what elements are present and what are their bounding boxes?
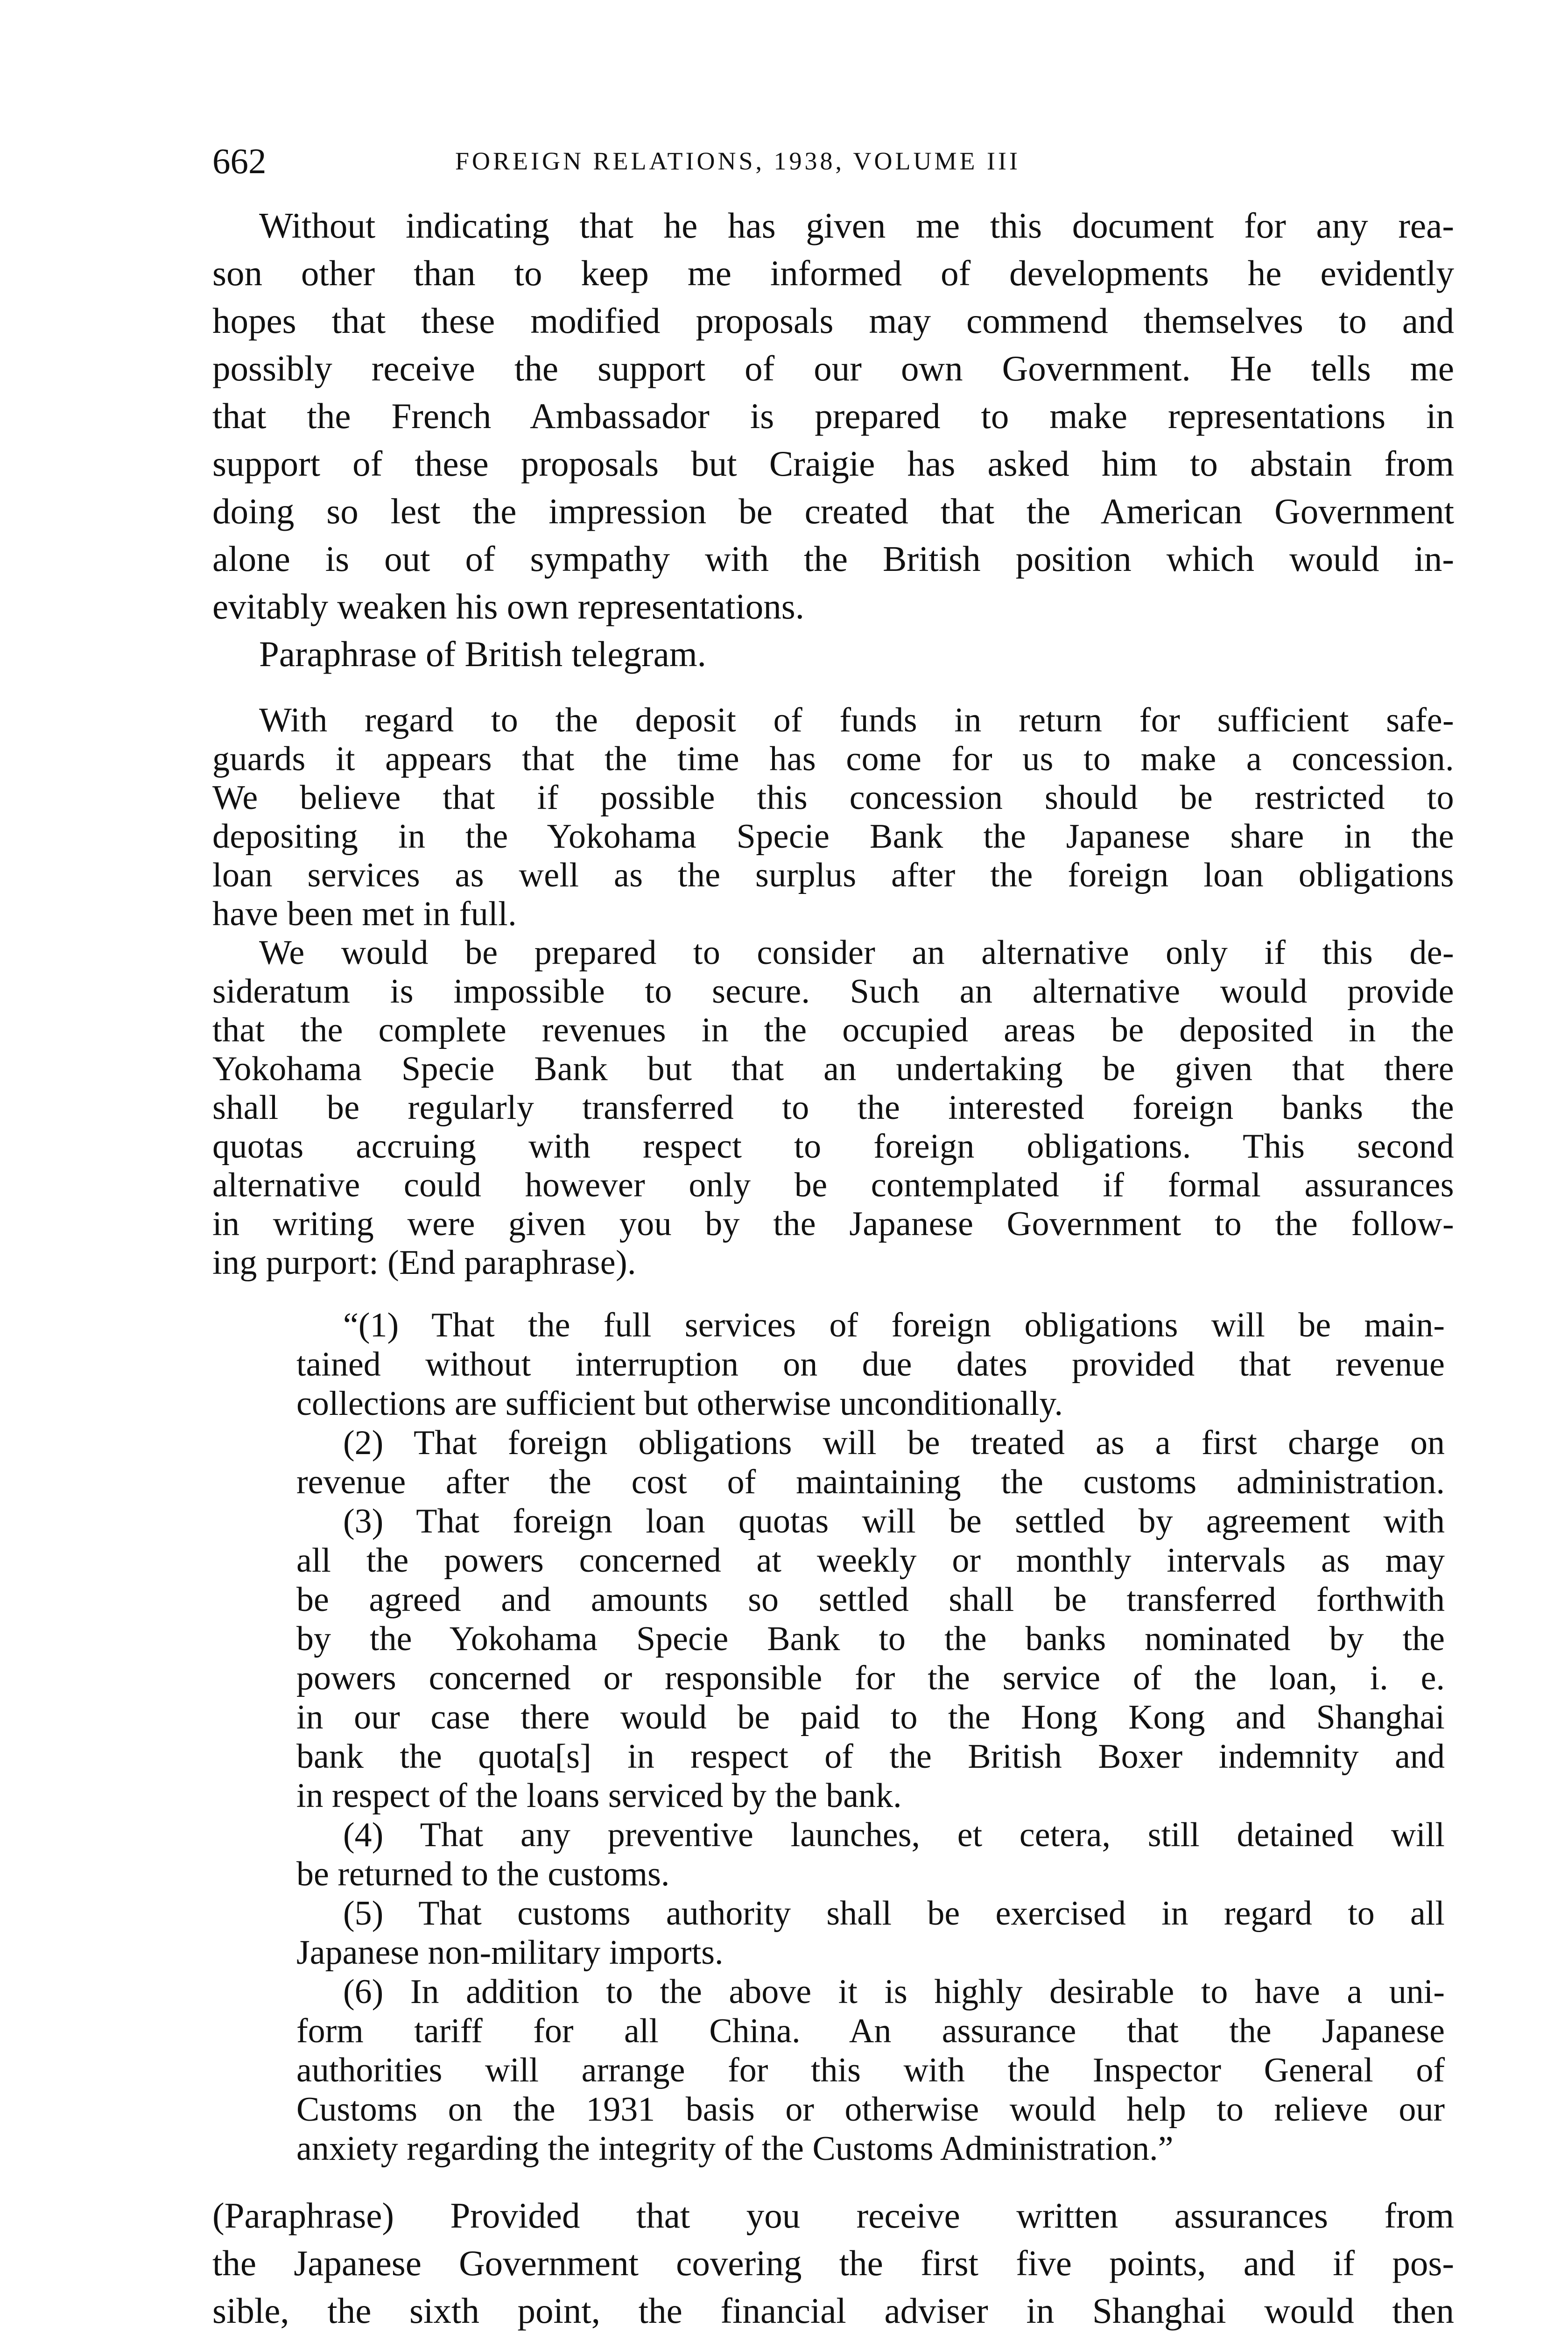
text-line: in our case there would be paid to the Hong Kong and Shanghai bbox=[296, 1698, 1445, 1736]
text-line: form tariff for all China. An assurance that the Japanese bbox=[296, 2012, 1445, 2050]
quote-item-1 bbox=[296, 1306, 1445, 1423]
telegram-paragraph-1 bbox=[212, 701, 1454, 934]
text-line: collections are sufficient but otherwise unconditionally. bbox=[296, 1385, 1063, 1423]
text-line: “(1) That the full services of foreign obligations will be main- bbox=[343, 1306, 1445, 1344]
section-gap bbox=[212, 1282, 1454, 1306]
text-line: have been met in full. bbox=[212, 895, 517, 933]
quote-item-5 bbox=[296, 1894, 1445, 1972]
text-line: sible, the sixth point, the financial adviser in Shanghai would then bbox=[212, 2291, 1454, 2331]
text-line: (3) That foreign loan quotas will be settled by agreement with bbox=[343, 1502, 1445, 1540]
text-line: be returned to the customs. bbox=[296, 1855, 670, 1893]
text-line: Customs on the 1931 basis or otherwise would help to relieve our bbox=[296, 2090, 1445, 2129]
text-line: that the French Ambassador is prepared to make representations in bbox=[212, 396, 1454, 436]
text-line: ing purport: (End paraphrase). bbox=[212, 1244, 636, 1282]
text-line: the Japanese Government covering the first five points, and if pos- bbox=[212, 2243, 1454, 2283]
text-line: that the complete revenues in the occupied areas be deposited in the bbox=[212, 1011, 1454, 1049]
section-gap bbox=[212, 2168, 1454, 2192]
text-line: shall be regularly transferred to the interested foreign banks the bbox=[212, 1089, 1454, 1127]
text-line: We believe that if possible this concession should be restricted to bbox=[212, 779, 1454, 817]
text-line: anxiety regarding the integrity of the Customs Administration.” bbox=[296, 2130, 1174, 2168]
text-line: Paraphrase of British telegram. bbox=[259, 634, 706, 674]
quote-item-4 bbox=[296, 1815, 1445, 1894]
text-line: in respect of the loans serviced by the bank. bbox=[296, 1777, 902, 1815]
text-line: alternative could however only be contemplated if formal assurances bbox=[212, 1166, 1454, 1204]
text-line: Yokohama Specie Bank but that an undertaking be given that there bbox=[212, 1050, 1454, 1088]
text-line: by the Yokohama Specie Bank to the banks nominated by the bbox=[296, 1620, 1445, 1658]
text-line: With regard to the deposit of funds in return for sufficient safe- bbox=[259, 701, 1454, 739]
telegram-paragraph-2 bbox=[212, 934, 1454, 1282]
page-header bbox=[212, 140, 1454, 182]
text-line: be agreed and amounts so settled shall be transferred forthwith bbox=[296, 1581, 1445, 1619]
text-line: tained without interruption on due dates provided that revenue bbox=[296, 1345, 1445, 1384]
text-line: all the powers concerned at weekly or monthly intervals as may bbox=[296, 1541, 1445, 1580]
intro-paragraph bbox=[212, 202, 1454, 630]
text-line: authorities will arrange for this with the Inspector General of bbox=[296, 2051, 1445, 2089]
text-line: (6) In addition to the above it is highly desirable to have a uni- bbox=[343, 1973, 1445, 2011]
quote-item-3 bbox=[296, 1502, 1445, 1815]
text-line: (2) That foreign obligations will be treated as a first charge on bbox=[343, 1424, 1445, 1462]
quoted-assurances bbox=[296, 1306, 1445, 2168]
document-page bbox=[212, 140, 1454, 2334]
text-line: revenue after the cost of maintaining the customs administration. bbox=[296, 1463, 1445, 1501]
quote-item-6 bbox=[296, 1972, 1445, 2168]
text-line: in writing were given you by the Japanese Government to the follow- bbox=[212, 1205, 1454, 1243]
text-line: doing so lest the impression be created that the American Government bbox=[212, 491, 1454, 531]
text-line: (Paraphrase) Provided that you receive written assurances from bbox=[212, 2195, 1454, 2236]
text-line: (5) That customs authority shall be exercised in regard to all bbox=[343, 1894, 1445, 1933]
text-line: (4) That any preventive launches, et cetera, still detained will bbox=[343, 1816, 1445, 1854]
text-line: bank the quota[s] in respect of the British Boxer indemnity and bbox=[296, 1737, 1445, 1776]
text-line: depositing in the Yokohama Specie Bank the Japanese share in the bbox=[212, 817, 1454, 856]
text-line: son other than to keep me informed of developments he evidently bbox=[212, 253, 1454, 293]
page-number: 662 bbox=[212, 141, 267, 181]
text-line: possibly receive the support of our own Government. He tells me bbox=[212, 348, 1454, 388]
quote-item-2 bbox=[296, 1423, 1445, 1502]
text-line: Without indicating that he has given me this document for any rea- bbox=[259, 205, 1454, 246]
text-line: Japanese non-military imports. bbox=[296, 1933, 724, 1972]
text-line: We would be prepared to consider an alternative only if this de- bbox=[259, 934, 1454, 972]
text-line: support of these proposals but Craigie has asked him to abstain from bbox=[212, 443, 1454, 484]
text-line: hopes that these modified proposals may commend themselves to and bbox=[212, 301, 1454, 341]
running-head: FOREIGN RELATIONS, 1938, VOLUME III bbox=[455, 147, 1020, 175]
section-gap bbox=[212, 678, 1454, 701]
text-line: sideratum is impossible to secure. Such an alternative would provide bbox=[212, 972, 1454, 1011]
text-line: powers concerned or responsible for the service of the loan, i. e. bbox=[296, 1659, 1445, 1697]
text-line: loan services as well as the surplus after the foreign loan obligations bbox=[212, 856, 1454, 894]
final-paragraph bbox=[212, 2192, 1454, 2334]
text-line: evitably weaken his own representations. bbox=[212, 586, 804, 626]
text-line: guards it appears that the time has come for us to make a concession. bbox=[212, 740, 1454, 778]
text-line: quotas accruing with respect to foreign obligations. This second bbox=[212, 1127, 1454, 1166]
text-line: alone is out of sympathy with the British position which would in- bbox=[212, 539, 1454, 579]
paraphrase-label bbox=[212, 630, 1454, 678]
